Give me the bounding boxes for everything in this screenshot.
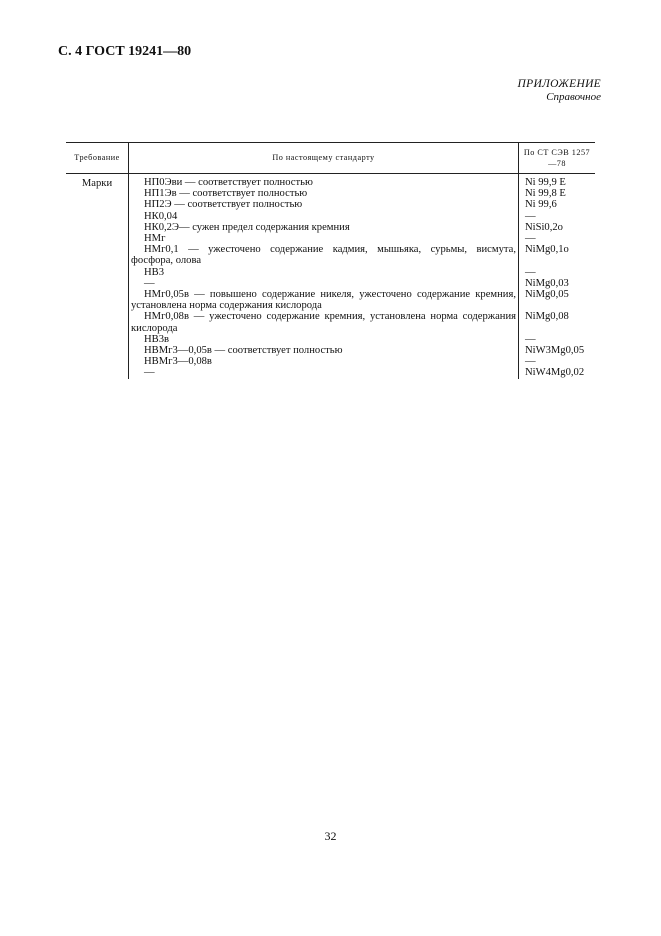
standard-line: НП1Эв — соответствует полностью — [144, 188, 308, 200]
sev-line — [521, 255, 593, 266]
table-header-row — [66, 143, 595, 174]
standard-line: НМг0,05в — повышено содержание никеля, ужесточено содержание кремния, — [144, 289, 516, 301]
standard-line: — — [144, 367, 155, 379]
sev-line: NiSi0,2o — [525, 221, 563, 233]
appendix-title: ПРИЛОЖЕНИЕ — [517, 78, 601, 90]
standard-line: НК0,04 — [144, 210, 178, 222]
standard-line: НП2Э — соответствует полностью — [144, 199, 303, 211]
column-header-sev: По СТ СЭВ 1257—78 — [523, 147, 591, 168]
sev-line: — — [525, 356, 536, 368]
sev-line: Ni 99,9 E — [525, 177, 566, 188]
standard-line: НВМг3—0,05в — соответствует полностью — [144, 345, 343, 357]
sev-line: — — [525, 210, 536, 222]
standard-line: установлена норма содержания кислорода — [131, 300, 322, 312]
requirement-cell: Марки — [66, 174, 129, 379]
column-header-standard: По настоящему стандарту — [129, 143, 519, 174]
standard-line: кислорода — [131, 322, 178, 334]
standard-line: НВМг3—0,08в — [144, 356, 212, 368]
standard-column-cell — [129, 174, 519, 379]
comparison-table — [66, 142, 595, 379]
standard-line: НК0,2Э— сужен предел содержания кремния — [144, 221, 350, 233]
standard-line: — — [144, 277, 155, 289]
sev-line — [521, 300, 593, 311]
standard-line: НМг0,08в — ужесточено содержание кремния, установлена норма содержания — [144, 311, 516, 323]
sev-line: — — [525, 333, 536, 345]
sev-line — [521, 323, 593, 334]
standard-line: НВ3 — [144, 266, 165, 278]
sev-line: — — [525, 266, 536, 278]
appendix-subtitle: Справочное — [546, 91, 601, 103]
sev-line: NiMg0,03 — [525, 277, 569, 289]
sev-line: NiW3Mg0,05 — [525, 345, 585, 357]
table-row — [66, 174, 595, 379]
sev-line: NiMg0,08 — [525, 311, 569, 323]
standard-line: НВ3в — [144, 333, 170, 345]
standard-line: НМг0,1 — ужесточено содержание кадмия, мышьяка, сурьмы, висмута, — [144, 244, 516, 256]
standard-line: фосфора, олова — [131, 255, 202, 267]
column-header-requirement: Требование — [66, 143, 129, 174]
standard-line: НП0Эви — соответствует полностью — [144, 177, 313, 188]
sev-column-cell — [519, 174, 596, 379]
standard-line: НМг — [144, 233, 166, 245]
sev-line: Ni 99,6 — [525, 199, 557, 211]
sev-line: NiMg0,05 — [525, 289, 569, 301]
sev-line: NiMg0,1o — [525, 244, 569, 256]
sev-line: — — [525, 233, 536, 245]
page-number: 32 — [324, 829, 337, 843]
sev-line: NiW4Mg0,02 — [525, 367, 585, 379]
sev-line: Ni 99,8 E — [525, 188, 566, 200]
page-header: С. 4 ГОСТ 19241—80 — [58, 44, 192, 59]
appendix-heading — [518, 78, 601, 103]
